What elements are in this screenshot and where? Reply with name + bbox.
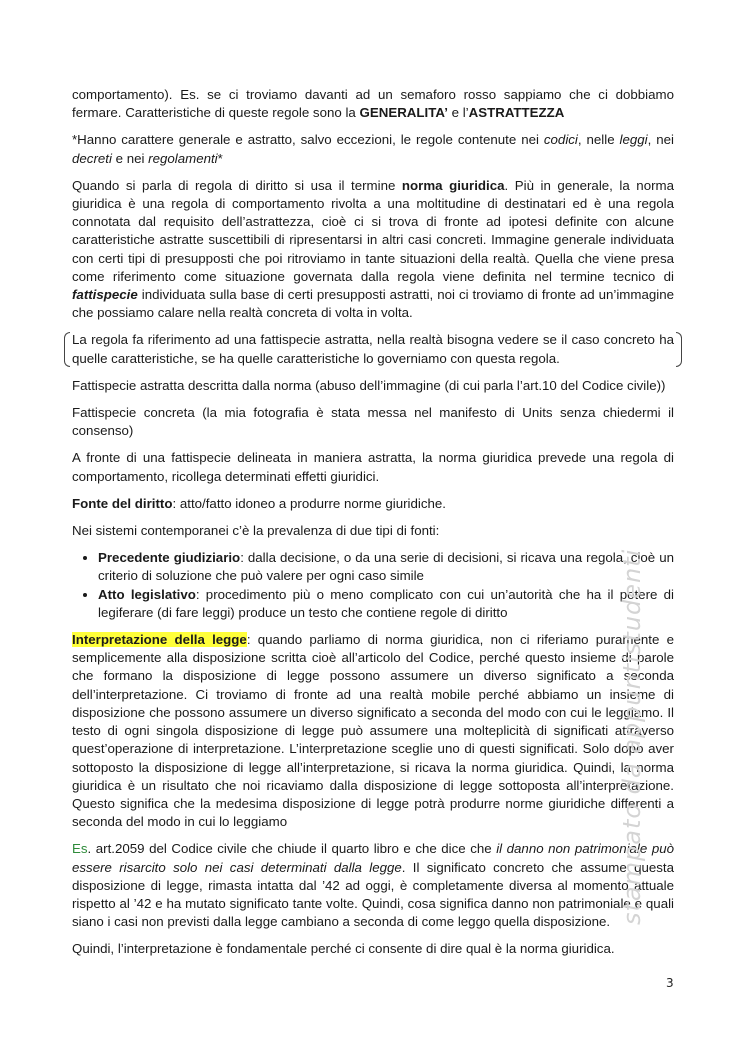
paragraph-fattispecie-astratta: Fattispecie astratta descritta dalla norma (abuso dell’immagine (di cui parla l’art.10 del Codice civile)): [72, 377, 666, 393]
italic-regolamenti: regolamenti: [148, 150, 218, 166]
paragraph-sistemi: Nei sistemi contemporanei c’è la prevalenza di due tipi di fonti:: [72, 523, 440, 539]
paragraph-esempio: [72, 840, 674, 931]
text: : dalla decisione, o da una serie di decisioni, si ricava una regola, cioè un criterio di soluzione che può valere per ogni caso simile: [98, 550, 674, 584]
italic-codici: codici: [543, 132, 578, 148]
paragraph-fattispecie-concreta: Fattispecie concreta (la mia fotografia è stata messa nel manifesto di Units senza chiedermi il consenso): [72, 405, 674, 439]
bold-fonte-del-diritto: Fonte del diritto: [72, 495, 173, 511]
text: . Più in generale, la norma giuridica è una regola di comportamento rivolta a una moltitudine di destinatari ed è una regola connotata dal requisito dell’astrattezza, cioè ci si trova di fronte ad ipotesi definite con alcune caratteristiche astratte suscettibili di ripresentarsi in altri casi concreti. Immagine generale individuata con certi tipi di presupposti che poi ritroviamo in tante situazioni della realtà. Quella che viene presa come riferimento come situazione governata dalla regola viene definita nel termine tecnico di: [72, 177, 674, 284]
paragraph-interpretazione: [72, 631, 674, 831]
text: , nelle: [577, 132, 620, 148]
paragraph-semaforo: [72, 86, 674, 122]
text: . art.2059 del Codice civile che chiude il quarto libro e che dice che: [87, 841, 497, 857]
italic-citation: il danno non patrimoniale può essere risarcito solo nei casi determinati dalla legge: [72, 841, 675, 875]
paragraph-norma-giuridica: [72, 177, 674, 323]
bold-term: Precedente giudiziario: [98, 550, 241, 566]
highlight-interpretazione: Interpretazione della legge: [72, 632, 247, 648]
bold-italic-fattispecie: fattispecie: [72, 287, 138, 303]
text: , nei: [647, 132, 674, 148]
bold-generalita: GENERALITA’: [359, 105, 448, 121]
green-es: Es: [72, 841, 88, 857]
text: . Il significato concreto che assume questa disposizione di legge, rimasta intatta dal ’42 ad oggi, è completamente diversa al momento attuale rispetto al ’42 e ha mutato significato tante volte. Quindi, cosa significa danno non patrimoniale e quali siano i casi non previsti dalla legge cambiano a seconda di come leggo quella disposizione.: [72, 859, 674, 930]
text: individuata sulla base di certi presupposti astratti, noi ci troviamo di fronte ad un’immagine che possiamo calare nella realtà concreta di volta in volta.: [72, 287, 674, 321]
list-item: [98, 549, 674, 585]
paragraph-carattere: [72, 131, 674, 167]
bracketed-note: La regola fa riferimento ad una fattispecie astratta, nella realtà bisogna vedere se il caso concreto ha quelle caratteristiche, se ha quelle caratteristiche lo governiamo con questa regola.: [66, 331, 680, 367]
bold-astrattezza: ASTRATTEZZA: [468, 105, 565, 121]
bold-term: Atto legislativo: [98, 586, 196, 602]
paragraph-a-fronte: A fronte di una fattispecie delineata in maniera astratta, la norma giuridica prevede una regola di comportamento, ricollega determinati effetti giuridici.: [72, 450, 674, 484]
paragraph-fonte-diritto: [72, 495, 674, 513]
bold-norma-giuridica: norma giuridica: [401, 177, 505, 193]
page-number: 3: [666, 976, 674, 990]
list-item: [98, 586, 674, 622]
text: Quando si parla di regola di diritto si usa il termine: [72, 177, 402, 193]
text: : quando parliamo di norma giuridica, non ci riferiamo puramente e semplicemente alla disposizione scritta cioè all’articolo del Codice, perché questo insieme di parole che formano la disposizione di legge possono assumere un diverso significato a seconda dell’interpretazione. Ci troviamo di fronte ad una realtà mobile perché abbiamo un insieme di disposizione che possono assumere un diverso significato a seconda del modo con cui le leggiamo. Il testo di ogni singola disposizione di legge può assumere una molteplicità di significati attraverso quest’operazione di interpretazione. L’interpretazione sceglie uno di questi significati. Solo dopo aver sottoposto la disposizione di legge all’interpretazione, si ricava la norma giuridica. Quindi, la norma giuridica è un risultato che noi ricaviamo dalla disposizione di legge sottoposta all’interpretazione. Questo significa che la medesima disposizione di legge potrà produrre norme giuridiche differenti a seconda del modo in cui lo leggiamo: [72, 632, 674, 830]
fonti-list: [72, 549, 674, 622]
text: : procedimento più o meno complicato con cui un’autorità che ha il potere di legiferare (di fare leggi) produce un testo che contiene regole di diritto: [98, 586, 674, 620]
text: e l’: [447, 105, 469, 121]
text: *: [217, 150, 223, 166]
italic-leggi: leggi: [619, 132, 648, 148]
document-page: [72, 86, 674, 968]
italic-decreti: decreti: [72, 150, 112, 166]
text: *Hanno carattere generale e astratto, salvo eccezioni, le regole contenute nei: [72, 132, 544, 148]
paragraph-conclusione: Quindi, l’interpretazione è fondamentale perché ci consente di dire qual è la norma giuridica.: [72, 941, 615, 957]
text: : atto/fatto idoneo a produrre norme giuridiche.: [172, 495, 446, 511]
text: e nei: [111, 150, 149, 166]
text: comportamento). Es. se ci troviamo davanti ad un semaforo rosso sappiamo che ci dobbiamo fermare. Caratteristiche di queste regole sono la: [72, 87, 674, 121]
watermark: stampato da appuntistudenti: [618, 548, 646, 925]
